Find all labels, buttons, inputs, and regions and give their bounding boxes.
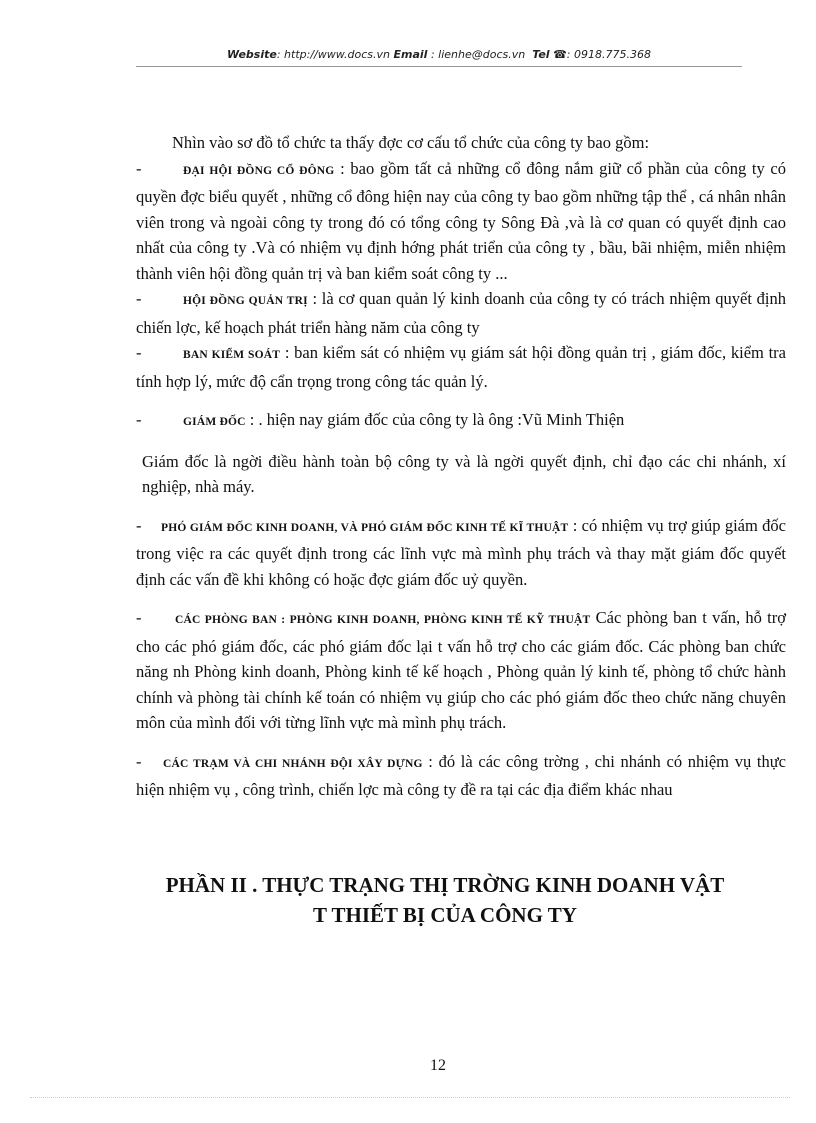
header-divider xyxy=(136,66,742,67)
item-title: PHÓ GIÁM ĐỐC KINH DOANH, VÀ PHÓ GIÁM ĐỐC KINH TẾ KĨ THUẬT xyxy=(161,521,569,534)
item-title: GIÁM ĐỐC xyxy=(183,416,246,428)
page-header xyxy=(136,48,742,61)
item-ban-kiem-soat xyxy=(136,340,786,394)
item-title: CÁC PHÒNG BAN : PHÒNG KINH DOANH, PHÒNG KINH TẾ KỸ THUẬT xyxy=(175,614,591,626)
item-text: : . hiện nay giám đốc của công ty là ông :Vũ Minh Thiện xyxy=(245,410,625,429)
website-label: Website xyxy=(227,48,277,61)
heading-line-1: PHẦN II . THỰC TRẠNG THỊ TRỜNG KINH DOANH VẬT xyxy=(165,873,725,897)
email-label: Email xyxy=(393,48,428,61)
email-value: : lienhe@docs.vn xyxy=(430,48,526,61)
item-title: HỘI ĐỒNG QUẢN TRỊ xyxy=(183,295,308,307)
page-bottom-divider xyxy=(30,1097,790,1098)
tel-label: Tel xyxy=(532,48,550,61)
item-text: : ban kiểm sát có nhiệm vụ giám sát hội đồng quản trị , giám đốc, kiểm tra tính hợp lý, mức độ cẩn trọng trong công tác quản lý. xyxy=(136,343,786,391)
bullet-dash: - xyxy=(136,343,142,362)
item-title: ĐẠI HỘI ĐỒNG CỔ ĐÔNG xyxy=(183,164,335,177)
item-title: CÁC TRẠM VÀ CHI NHÁNH ĐỘI XÂY DỰNG xyxy=(163,757,423,770)
tel-value: : 0918.775.368 xyxy=(566,48,651,61)
item-text: : bao gồm tất cả những cổ đông nắm giữ cổ phần của công ty có quyền đợc biểu quyết , những cổ đông hiện nay của công ty bao gồm những tập thể , cá nhân nhân viên trong và ngoài công ty trong đó có tổng công ty Sông Đà ,và là cơ quan có quyết định cao nhất của công ty .Và có nhiệm vụ định hớng phát triển của công ty , bầu, bãi nhiệm, miễn nhiệm thành viên hội đồng quản trị và ban kiểm soát công ty ... xyxy=(136,158,787,283)
giam-doc-description xyxy=(136,449,786,500)
heading-line-2: T THIẾT BỊ CỦA CÔNG TY xyxy=(313,903,577,927)
item-text: : là cơ quan quản lý kinh doanh của công ty có trách nhiệm quyết định chiến lợc, kế hoạch phát triển hàng năm của công ty xyxy=(136,289,786,337)
item-text: : đó là các công trờng , chi nhánh có nhiệm vụ thực hiện nhiệm vụ , công trình, chiến lợc mà công ty đề ra tại các địa điểm khác nhau xyxy=(136,751,786,799)
document-body xyxy=(136,130,786,803)
section-heading xyxy=(120,870,770,930)
item-cac-phong-ban xyxy=(136,605,786,736)
item-hoi-dong-quan-tri xyxy=(136,286,786,340)
bullet-dash: - xyxy=(136,158,142,178)
item-title: BAN KIỂM SOÁT xyxy=(183,349,281,361)
item-giam-doc xyxy=(136,407,786,436)
website-value: : http://www.docs.vn xyxy=(276,48,391,61)
item-text: : có nhiệm vụ trợ giúp giám đốc trong việc ra các quyết định trong các lĩnh vực mà mình phụ trách và thay mặt giám đốc quyết định các vấn đề khi không có hoặc đợc giám đốc uỷ quyền. xyxy=(136,515,787,589)
item-dai-hoi-dong-co-dong xyxy=(136,156,786,287)
bullet-dash: - xyxy=(136,608,142,627)
bullet-dash: - xyxy=(136,289,142,308)
intro-paragraph: Nhìn vào sơ đồ tổ chức ta thấy đợc cơ cấu tổ chức của công ty bao gồm: xyxy=(172,133,650,152)
item-text: Giám đốc là ngời điều hành toàn bộ công ty và là ngời quyết định, chỉ đạo các chi nhánh, xí nghiệp, nhà máy. xyxy=(142,451,786,496)
item-text: Các phòng ban t vấn, hỗ trợ cho các phó giám đốc, các phó giám đốc lại t vấn hỗ trợ cho các giám đốc. Các phòng ban chức năng nh Phòng kinh doanh, Phòng kinh tế kế hoạch , Phòng quản lý kinh tế, phòng tổ chức hành chính và phòng tài chính kế toán có nhiệm vụ giúp cho các phó giám đốc theo chức năng chuyên môn của mình đối với từng lĩnh vực mà mình phụ trách. xyxy=(136,608,786,732)
bullet-dash: - xyxy=(136,515,142,535)
item-cac-tram xyxy=(136,749,786,803)
bullet-dash: - xyxy=(136,751,142,771)
page-number: 12 xyxy=(430,1057,446,1074)
item-pho-giam-doc xyxy=(136,513,786,593)
telephone-icon: ☎ xyxy=(553,48,567,61)
bullet-dash: - xyxy=(136,410,142,429)
